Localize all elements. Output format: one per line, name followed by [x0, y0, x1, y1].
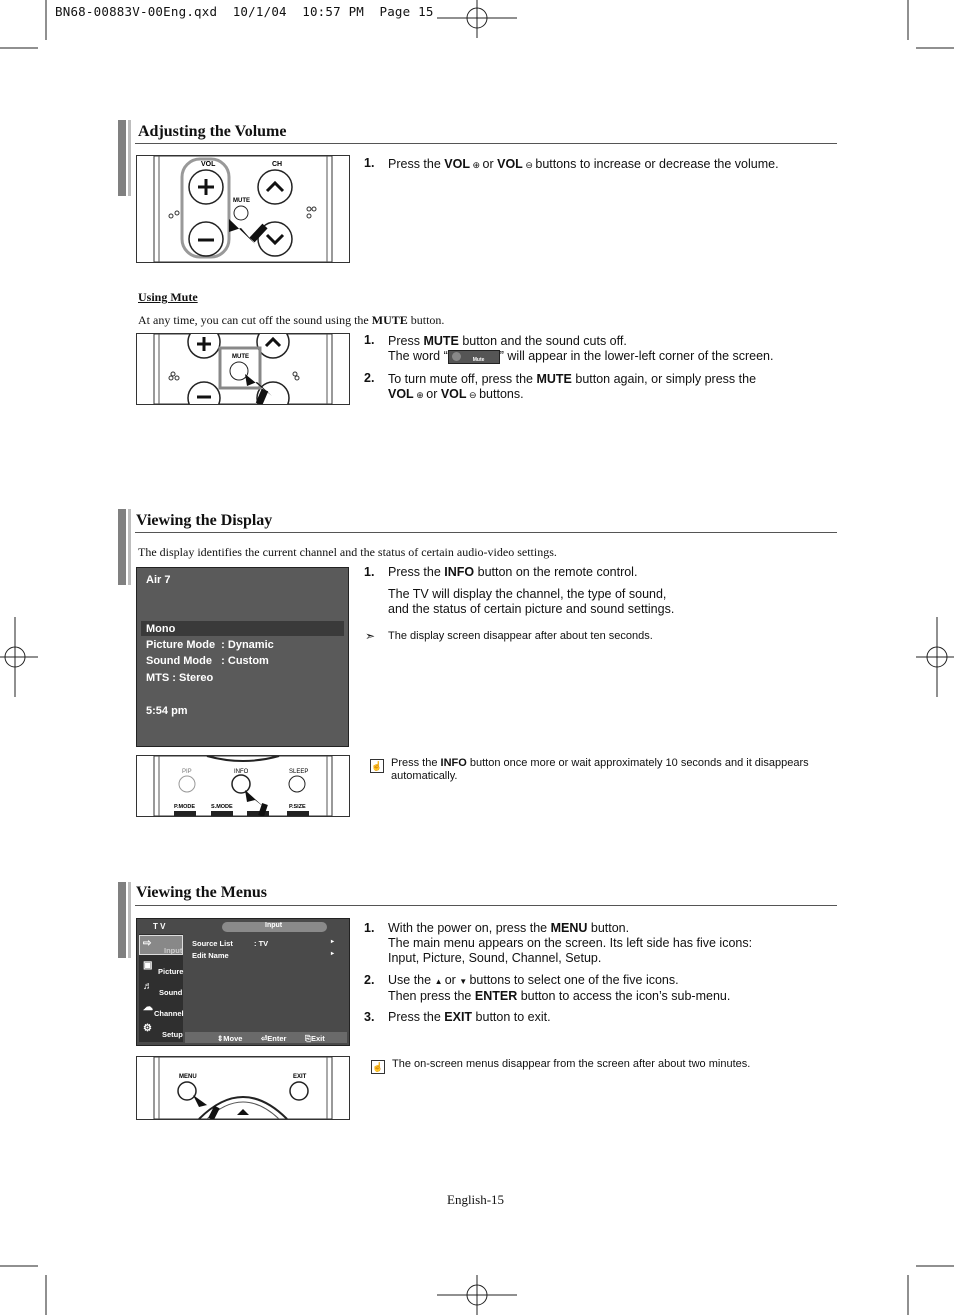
mute-step-2: To turn mute off, press the MUTE button again, or simply press the VOL ⊕ or VOL ⊖ buttons.: [388, 372, 757, 401]
svg-text:P.SIZE: P.SIZE: [289, 804, 306, 810]
menu-footer-enter: ⏎Enter: [261, 1034, 287, 1043]
chevron-right-icon: ▸: [331, 939, 335, 945]
menu-tv-label: T V: [153, 922, 166, 931]
mute-step-1: Press MUTE button and the sound cuts off. The word “ Mute ” will appear in the lower-left corner of the screen.: [388, 334, 774, 363]
mute-subtitle: Using Mute: [138, 290, 198, 304]
section-title-menus: Viewing the Menus: [136, 884, 267, 901]
picture-icon: ▣: [143, 960, 153, 971]
display-intro: The display identifies the current channel and the status of certain audio-video settings.: [138, 545, 557, 559]
section-bar: [118, 120, 126, 196]
note-icon: ☝: [372, 1062, 384, 1072]
mute-label: MUTE: [233, 198, 250, 204]
step-number: 1.: [364, 921, 375, 935]
osd-sound-mode: Sound Mode : Custom: [146, 655, 269, 667]
down-arrow-icon: ▼: [459, 977, 470, 986]
menu-footer-exit: ⎘Exit: [305, 1034, 325, 1043]
info-osd-screen: [136, 567, 349, 747]
section-bar: [118, 882, 126, 958]
step-number: 1.: [364, 565, 375, 579]
svg-text:S.MODE: S.MODE: [211, 804, 233, 810]
channel-icon: ☁: [143, 1002, 153, 1013]
remote-volume-image: [136, 155, 350, 263]
svg-text:PIP: PIP: [182, 769, 192, 775]
step-number: 1.: [364, 156, 375, 170]
step-number: 1.: [364, 333, 375, 347]
section-bar-accent: [128, 509, 131, 585]
svg-text:P.MODE: P.MODE: [174, 804, 195, 810]
chevron-right-icon: ▸: [331, 951, 335, 957]
display-info-note: Press the INFO button once more or wait approximately 10 seconds and it disappears automatically.: [391, 757, 809, 782]
menu-osd-screen: [136, 918, 350, 1046]
setup-icon: ⚙: [143, 1023, 152, 1034]
step-number: 2.: [364, 973, 375, 987]
osd-channel: Air 7: [146, 574, 171, 586]
arrow-icon: ➣: [365, 629, 376, 643]
section-bar-accent: [128, 120, 131, 196]
menu-icon-label: Sound: [159, 988, 183, 997]
menu-icon-label: Input: [164, 946, 183, 955]
menus-step-3: Press the EXIT button to exit.: [388, 1010, 551, 1024]
osd-mts: MTS : Stereo: [146, 672, 214, 684]
input-icon: ⇨: [143, 938, 152, 949]
menu-row-label: Edit Name: [192, 951, 229, 960]
note-icon: ☝: [371, 761, 383, 771]
menu-footer-move: ⇕Move: [217, 1034, 243, 1043]
step-number: 3.: [364, 1010, 375, 1024]
sound-icon: ♬: [143, 981, 153, 992]
menu-icon-label: Channel: [154, 1009, 184, 1018]
section-title-volume: Adjusting the Volume: [138, 123, 287, 140]
mute-intro: At any time, you can cut off the sound using the MUTE button.: [138, 313, 445, 327]
remote-mute-image: [136, 333, 350, 405]
menus-note: The on-screen menus disappear from the screen after about two minutes.: [392, 1058, 751, 1070]
menu-row-value: : TV: [254, 939, 269, 948]
svg-text:MENU: MENU: [179, 1074, 197, 1080]
up-arrow-icon: ▲: [434, 977, 445, 986]
print-header: BN68-00883V-00Eng.qxd 10/1/04 10:57 PM Page 15: [55, 4, 434, 19]
section-title-display: Viewing the Display: [136, 512, 273, 529]
osd-audio: Mono: [146, 623, 176, 635]
menus-step-1: With the power on, press the MENU button. The main menu appears on the screen. Its left side has five icons: Input, Picture, Sound, Channel, Setup.: [388, 921, 753, 965]
remote-menu-image: [136, 1056, 350, 1120]
display-arrow-note: The display screen disappear after about ten seconds.: [388, 630, 653, 642]
menu-icon-label: Setup: [162, 1030, 183, 1039]
section-bar: [118, 509, 126, 585]
menu-header: Input: [265, 922, 283, 929]
mute-badge: Mute: [448, 350, 500, 364]
ch-label: CH: [272, 161, 283, 168]
display-step-1: Press the INFO button on the remote control.: [388, 565, 638, 579]
section-rule: [135, 532, 837, 533]
volume-step-1: Press the VOL ⊕ or VOL ⊖ buttons to increase or decrease the volume.: [388, 157, 779, 171]
remote-info-image: [136, 755, 350, 817]
menu-icon-label: Picture: [158, 967, 184, 976]
display-step-1-detail: The TV will display the channel, the type of sound, and the status of certain picture and sound settings.: [388, 587, 675, 616]
osd-time: 5:54 pm: [146, 705, 188, 717]
section-rule: [135, 143, 837, 144]
osd-picture-mode: Picture Mode : Dynamic: [146, 639, 274, 651]
section-bar-accent: [128, 882, 131, 958]
vol-label: VOL: [201, 161, 216, 168]
svg-text:MUTE: MUTE: [232, 354, 249, 360]
page-footer: English-15: [447, 1192, 505, 1207]
svg-text:EXIT: EXIT: [293, 1074, 307, 1080]
menus-step-2: Use the ▲ or ▼ buttons to select one of the five icons. Then press the ENTER button to access the icon’s sub-menu.: [388, 973, 731, 1003]
step-number: 2.: [364, 371, 375, 385]
section-rule: [135, 905, 837, 906]
menu-row-label: Source List: [192, 939, 233, 948]
svg-text:SLEEP: SLEEP: [289, 769, 309, 775]
svg-text:INFO: INFO: [234, 769, 249, 775]
